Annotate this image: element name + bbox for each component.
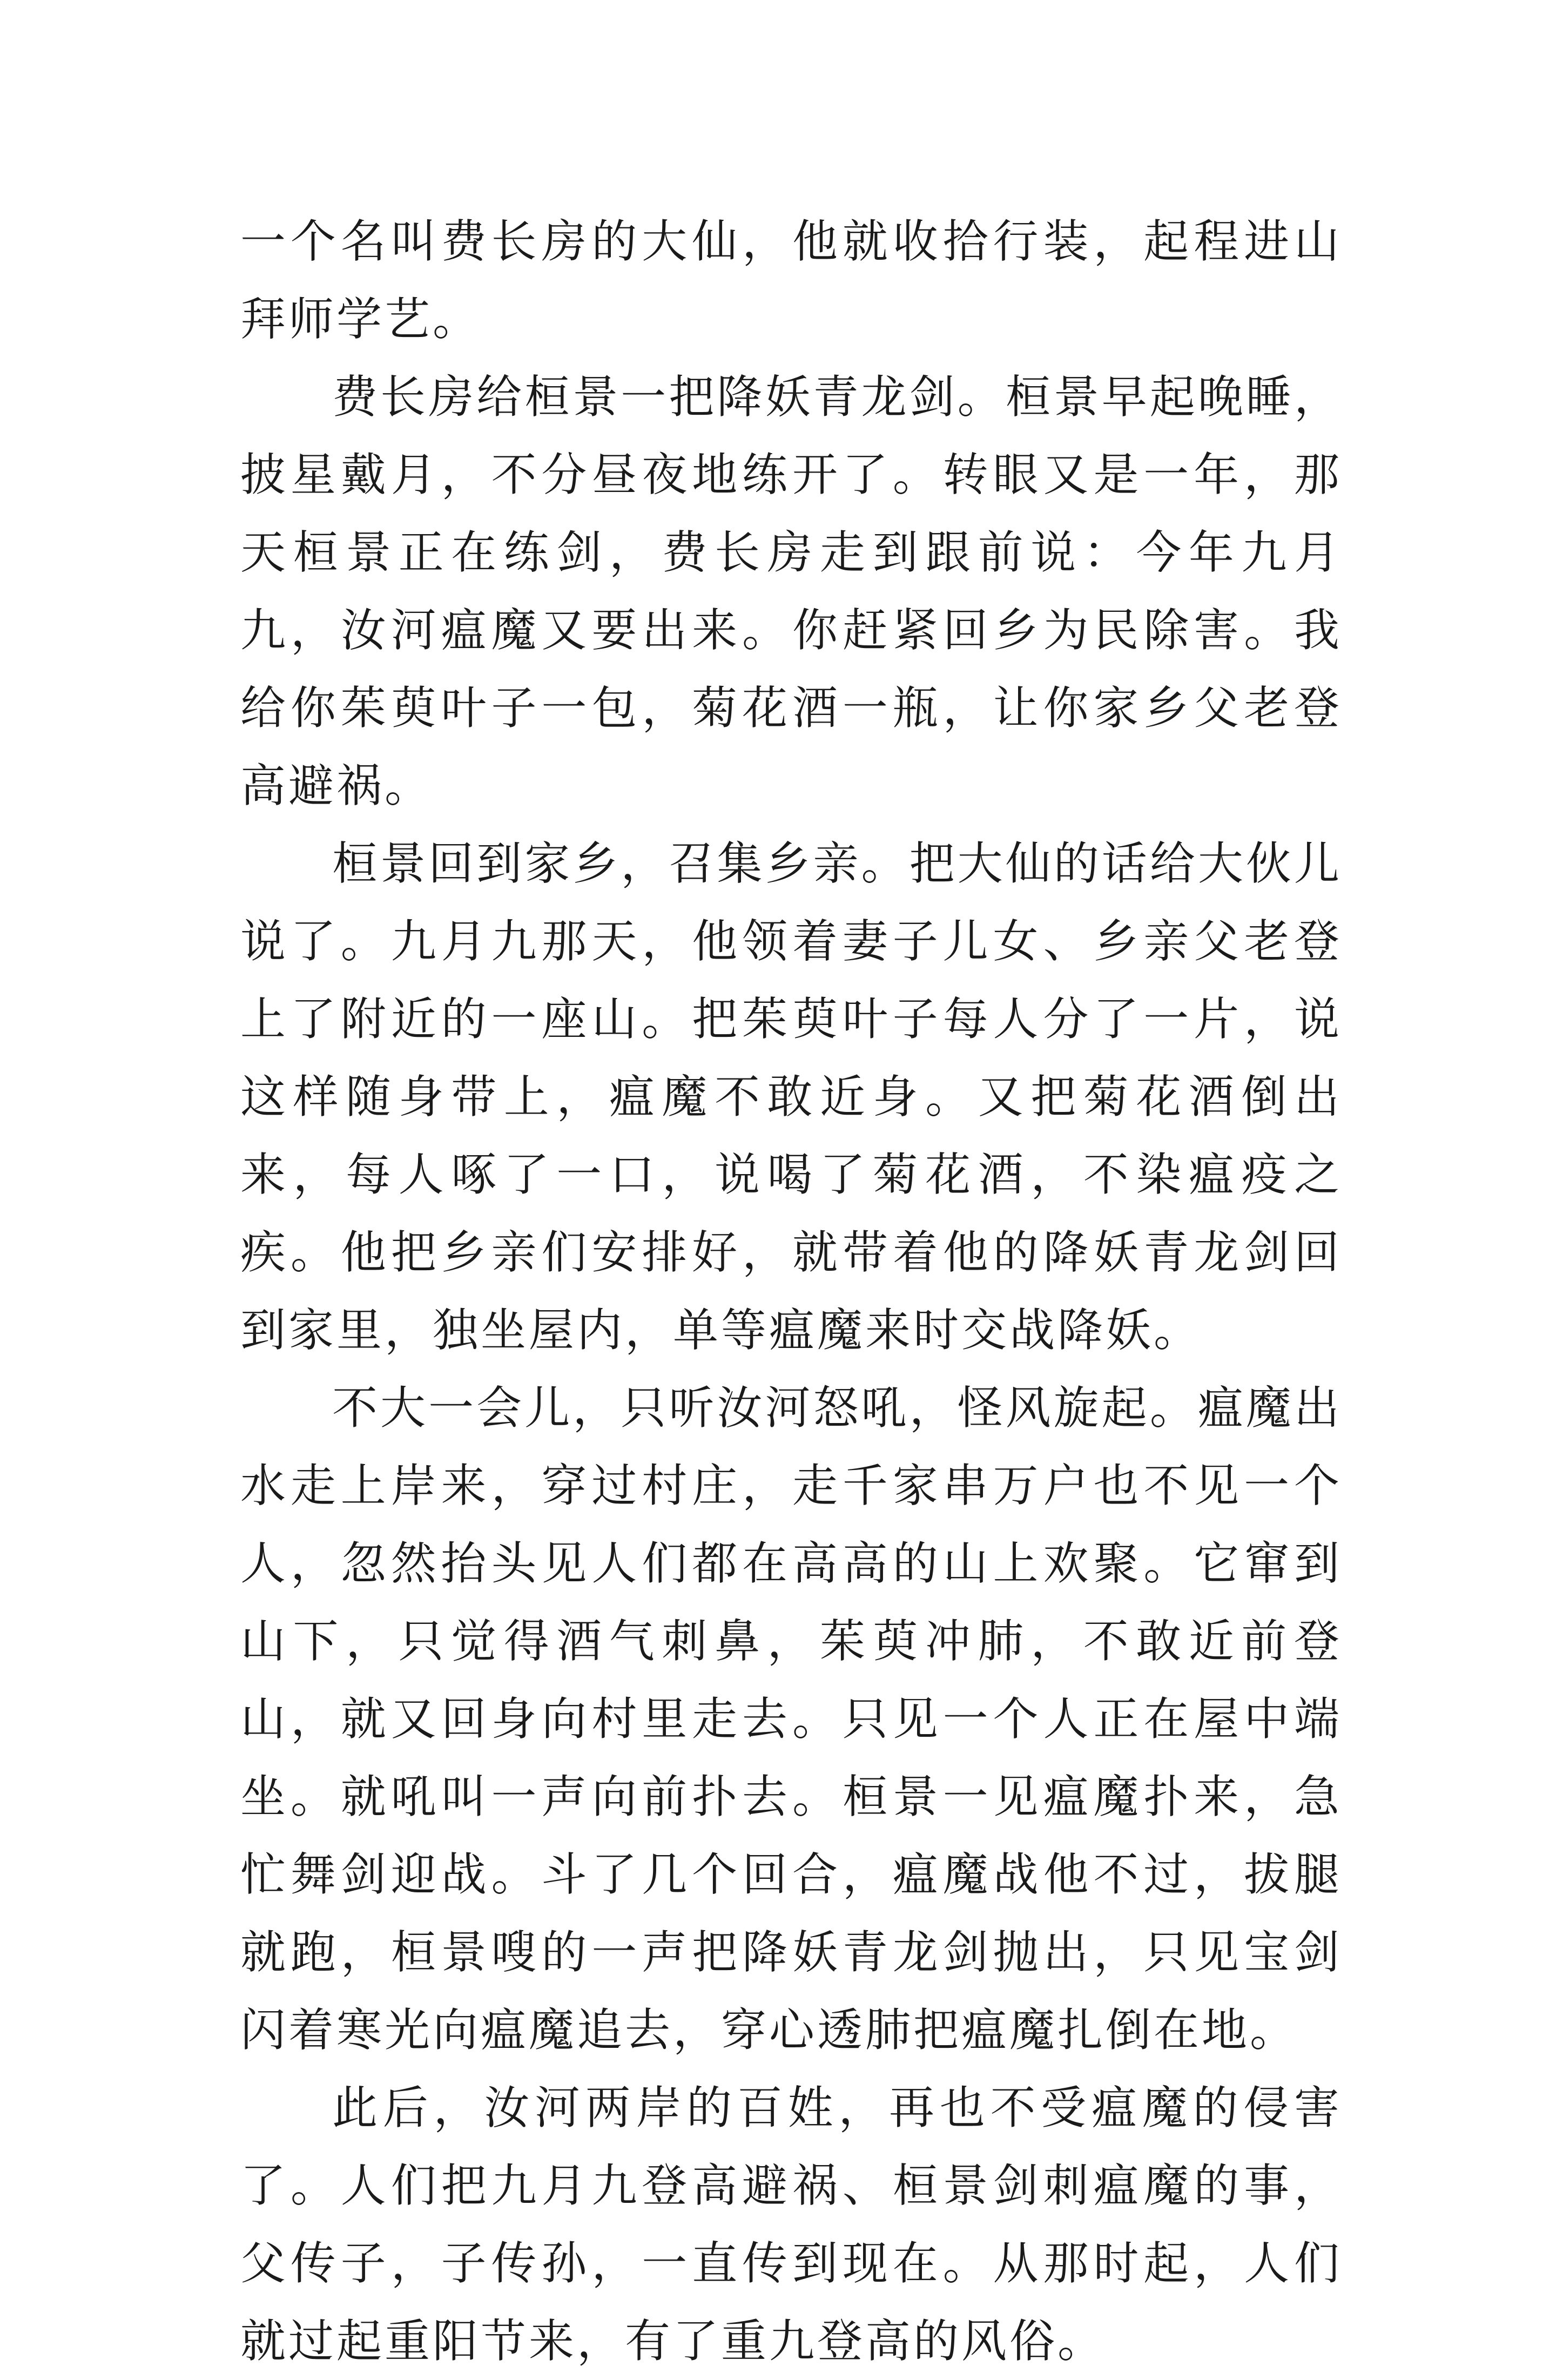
paragraph-battle: 不大一会儿，只听汝河怒吼，怪风旋起。瘟魔出水走上岸来，穿过村庄，走千家串万户也不见一个人，忽然抬头见人们都在高高的山上欢聚。它窜到山下，只觉得酒气刺鼻，茱萸冲肺，不敢近前登山，就又回身向村里走去。只见一个人正在屋中端坐。就吼叫一声向前扑去。桓景一见瘟魔扑来，急忙舞剑迎战。斗了几个回合，瘟魔战他不过，拔腿就跑，桓景嗖的一声把降妖青龙剑抛出，只见宝剑闪着寒光向瘟魔追去，穿心透肺把瘟魔扎倒在地。: [240, 1381, 1342, 2057]
paragraph-huanjing-returns: 桓景回到家乡，召集乡亲。把大仙的话给大伙儿说了。九月九那天，他领着妻子儿女、乡亲父老登上了附近的一座山。把茱萸叶子每人分了一片，说这样随身带上，瘟魔不敢近身。又把菊花酒倒出来，每人啄了一口，说喝了菊花酒，不染瘟疫之疾。他把乡亲们安排好，就带着他的降妖青龙剑回到家里，独坐屋内，单等瘟魔来时交战降妖。: [240, 837, 1342, 1357]
paragraph-continuation: 一个名叫费长房的大仙，他就收拾行装，起程进山拜师学艺。: [240, 215, 1342, 346]
paragraph-fei-changfang-sword: 费长房给桓景一把降妖青龙剑。桓景早起晚睡，披星戴月，不分昼夜地练开了。转眼又是一年，那天桓景正在练剑，费长房走到跟前说：今年九月九，汝河瘟魔又要出来。你赶紧回乡为民除害。我给你茱萸叶子一包，菊花酒一瓶，让你家乡父老登高避祸。: [240, 370, 1342, 812]
story-text-body: [240, 203, 1342, 2380]
paragraph-conclusion: 此后，汝河两岸的百姓，再也不受瘟魔的侵害了。人们把九月九登高避祸、桓景剑刺瘟魔的事，父传子，子传孙，一直传到现在。从那时起，人们就过起重阳节来，有了重九登高的风俗。: [240, 2081, 1342, 2368]
